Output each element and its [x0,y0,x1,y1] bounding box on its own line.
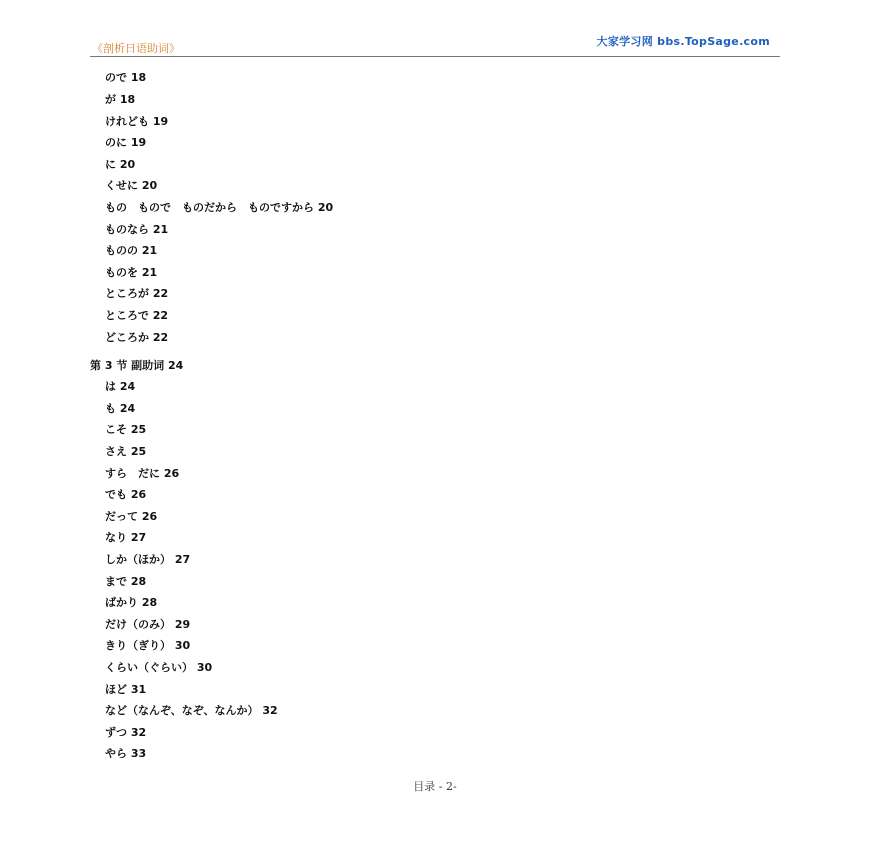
toc-entry[interactable]: きり（ぎり） 30 [105,639,191,652]
toc-entry[interactable]: けれども 19 [105,115,169,128]
toc-entry[interactable]: どころか 22 [105,331,169,344]
toc-entry[interactable]: やら 33 [105,747,147,760]
toc-entry[interactable]: くらい（ぐらい） 30 [105,661,213,674]
toc-entry[interactable]: ずつ 32 [105,726,147,739]
toc-entry[interactable]: すら だに 26 [105,467,180,480]
toc-entry[interactable]: ところで 22 [105,309,169,322]
toc-entry[interactable]: こそ 25 [105,423,147,436]
toc-entry[interactable]: まで 28 [105,575,147,588]
site-header-link[interactable]: 大家学习网 bbs.TopSage.com [596,35,770,48]
toc-section-heading[interactable]: 第 3 节 副助词 24 [90,359,184,372]
toc-entry[interactable]: ところが 22 [105,287,169,300]
toc-entry[interactable]: ものの 21 [105,244,158,257]
toc-entry[interactable]: も 24 [105,402,136,415]
toc-entry[interactable]: さえ 25 [105,445,147,458]
toc-entry[interactable]: のに 19 [105,136,147,149]
toc-entry[interactable]: しか（ほか） 27 [105,553,191,566]
toc-entry[interactable]: なり 27 [105,531,147,544]
toc-entry[interactable]: もの もので ものだから ものですから 20 [105,201,334,214]
toc-entry[interactable]: など（なんぞ、なぞ、なんか） 32 [105,704,278,717]
toc-entry[interactable]: だけ（のみ） 29 [105,618,191,631]
toc-entry[interactable]: が 18 [105,93,136,106]
toc-entry[interactable]: だって 26 [105,510,158,523]
header-divider [90,56,780,57]
page-footer: 目录 - 2- [413,780,457,793]
toc-entry[interactable]: に 20 [105,158,136,171]
toc-entry[interactable]: ものを 21 [105,266,158,279]
toc-entry[interactable]: でも 26 [105,488,147,501]
toc-entry[interactable]: ばかり 28 [105,596,158,609]
toc-entry[interactable]: は 24 [105,380,136,393]
toc-entry[interactable]: くせに 20 [105,179,158,192]
toc-entry[interactable]: ほど 31 [105,683,147,696]
toc-entry[interactable]: ので 18 [105,71,147,84]
document-title-header: 《剖析日语助词》 [92,42,180,55]
toc-entry[interactable]: ものなら 21 [105,223,169,236]
